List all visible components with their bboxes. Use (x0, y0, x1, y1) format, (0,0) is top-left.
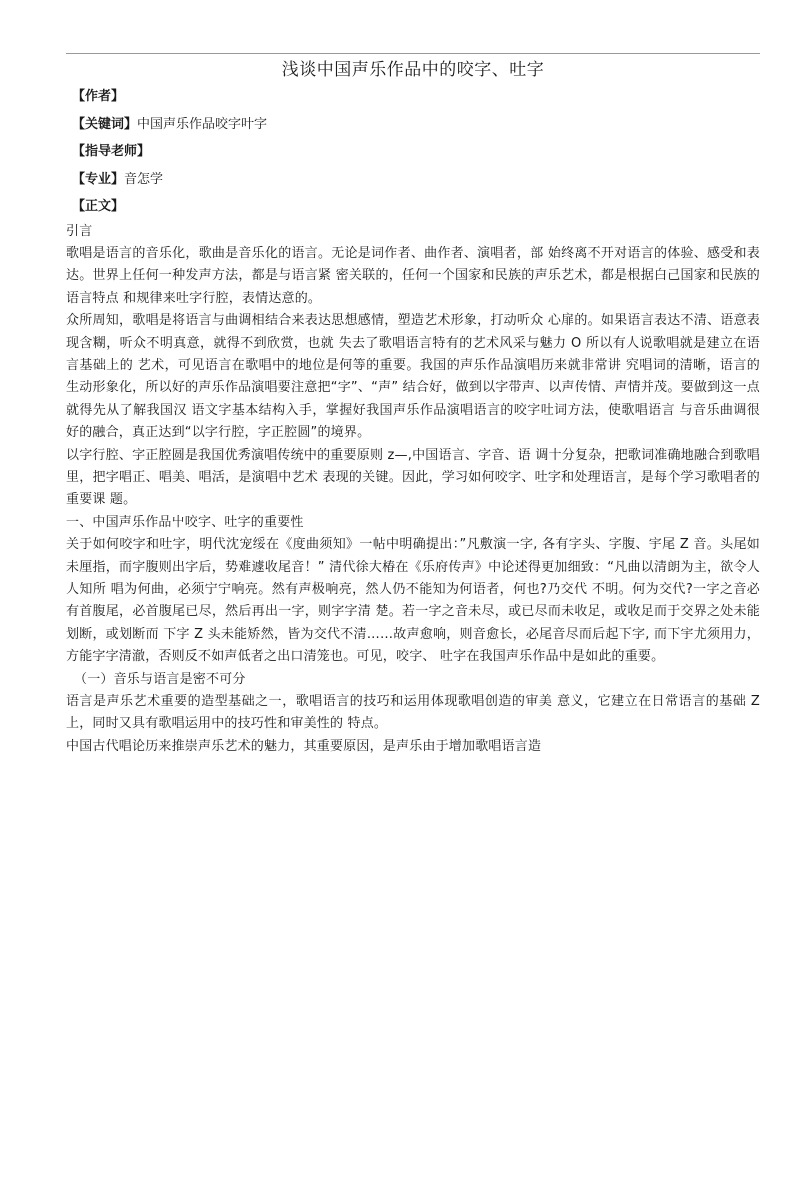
meta-advisor-label: 【指导老师】 (72, 144, 151, 159)
meta-keywords-value: 中国声乐作品咬字叶字 (137, 116, 268, 132)
meta-body (66, 193, 760, 221)
meta-major (66, 166, 760, 194)
meta-body-label: 【正文】 (72, 199, 125, 214)
paragraph: 众所周知，歌唱是将语言与曲调相结合来表达思想感情，塑造艺术形象，打动听众 心扉的。如果语言表达不清、语意表现含糊，听众不明真意，就得不到欣赏，也就 失去了歌唱语言特有的艺术风采与魅力 O 所以有人说歌唱就是建立在语言基础上的 艺术，可见语言在歌唱中的地位是何等的重要。我国的声乐作品演唱历来就非常讲 究唱词的清晰，语言的生动形象化，所以好的声乐作品演唱要注意把“字”、“声” 结合好，做到以字带声、以声传情、声情并茂。要做到这一点就得先从了解我国汉 语文字基本结构入手，掌握好我国声乐作品演唱语言的咬字吐词方法，使歌唱语言 与音乐曲调很好的融合，真正达到“以字行腔，字正腔圆”的境界。 (66, 313, 760, 441)
paragraph: 以字行腔、字正腔圆是我国优秀演唱传统中的重要原则 z—,中国语言、字音、语 调十分复杂，把歌词准确地融合到歌唱里，把字唱正、唱美、唱活，是演唱中艺术 表现的关键。因此，学习如何咬字、吐字和处理语言，是每个学习歌唱者的重要课 题。 (66, 447, 760, 508)
meta-advisor (66, 138, 760, 166)
section-heading: 一、中国声乐作品屮咬字、吐字的重要性 (66, 514, 304, 530)
document-page (66, 53, 760, 758)
paragraph: 关于如何咬字和吐字，明代沈宠绥在《度曲须知》一帖中明确提出：”凡敷演一字, 各有字头、字腹、宇尾 Z 音。头尾如未厘指，而字腹则出字后，势难遽收尾音！” 清代徐大椿在《乐府传声》中论述得更加细致：“凡曲以清朗为主，欲令人人知所 唱为何曲，必须宁宁响亮。然有声极响亮，然人仍不能知为何语者，何也?乃交代 不明。何为交代?一字之音必有首腹尾，必首腹尾已尽，然后再出一字，则字字清 楚。若一字之音未尽，或已尽而未收足，或收足而于交界之处未能划断，或划断而 下字 Z 头未能矫然，皆为交代不清……故声愈响，则音愈长，必尾音尽而后起下字, 而下宇尤须用力，方能字字清澈，否则反不如声低者之出口清笼也。可见，咬字、 吐字在我国声乐作品中是如此的重要。 (66, 537, 760, 665)
document-title: 浅谈中国声乐作品中的咬字、吐字 (281, 60, 545, 80)
paragraph: 语言是声乐艺术重要的造型基础之一，歌唱语言的技巧和运用体现歌唱创造的审美 意义，它建立在日常语言的基础 Z 上，同时又具有歌唱运用中的技巧性和审美性的 特点。 (66, 694, 760, 732)
paragraph: 歌唱是语言的音乐化，歌曲是音乐化的语言。无论是词作者、曲作者、演唱者，部 始终离不开对语言的体验、感受和表达。世界上任何一种发声方法，都是与语言紧 密关联的，任何一个国家和民族的声乐艺术，都是根据白己国家和民族的语言特点 和规律来吐字行腔，表情达意的。 (66, 245, 760, 306)
meta-major-value: 音怎学 (124, 171, 164, 187)
subsection-heading: （一）音乐与语言是密不可分 (74, 671, 246, 687)
meta-keywords (66, 111, 760, 139)
meta-author (66, 83, 760, 111)
intro-heading: 引言 (66, 223, 93, 239)
meta-author-label: 【作者】 (72, 89, 125, 104)
meta-keywords-label: 【关键词】 (72, 116, 138, 132)
meta-major-label: 【专业】 (72, 171, 125, 187)
paragraph: 中国古代唱论历来推崇声乐艺术的魅力，其重要原因，是声乐由于增加歌唱语言造 (66, 738, 542, 754)
document-meta (66, 83, 760, 221)
